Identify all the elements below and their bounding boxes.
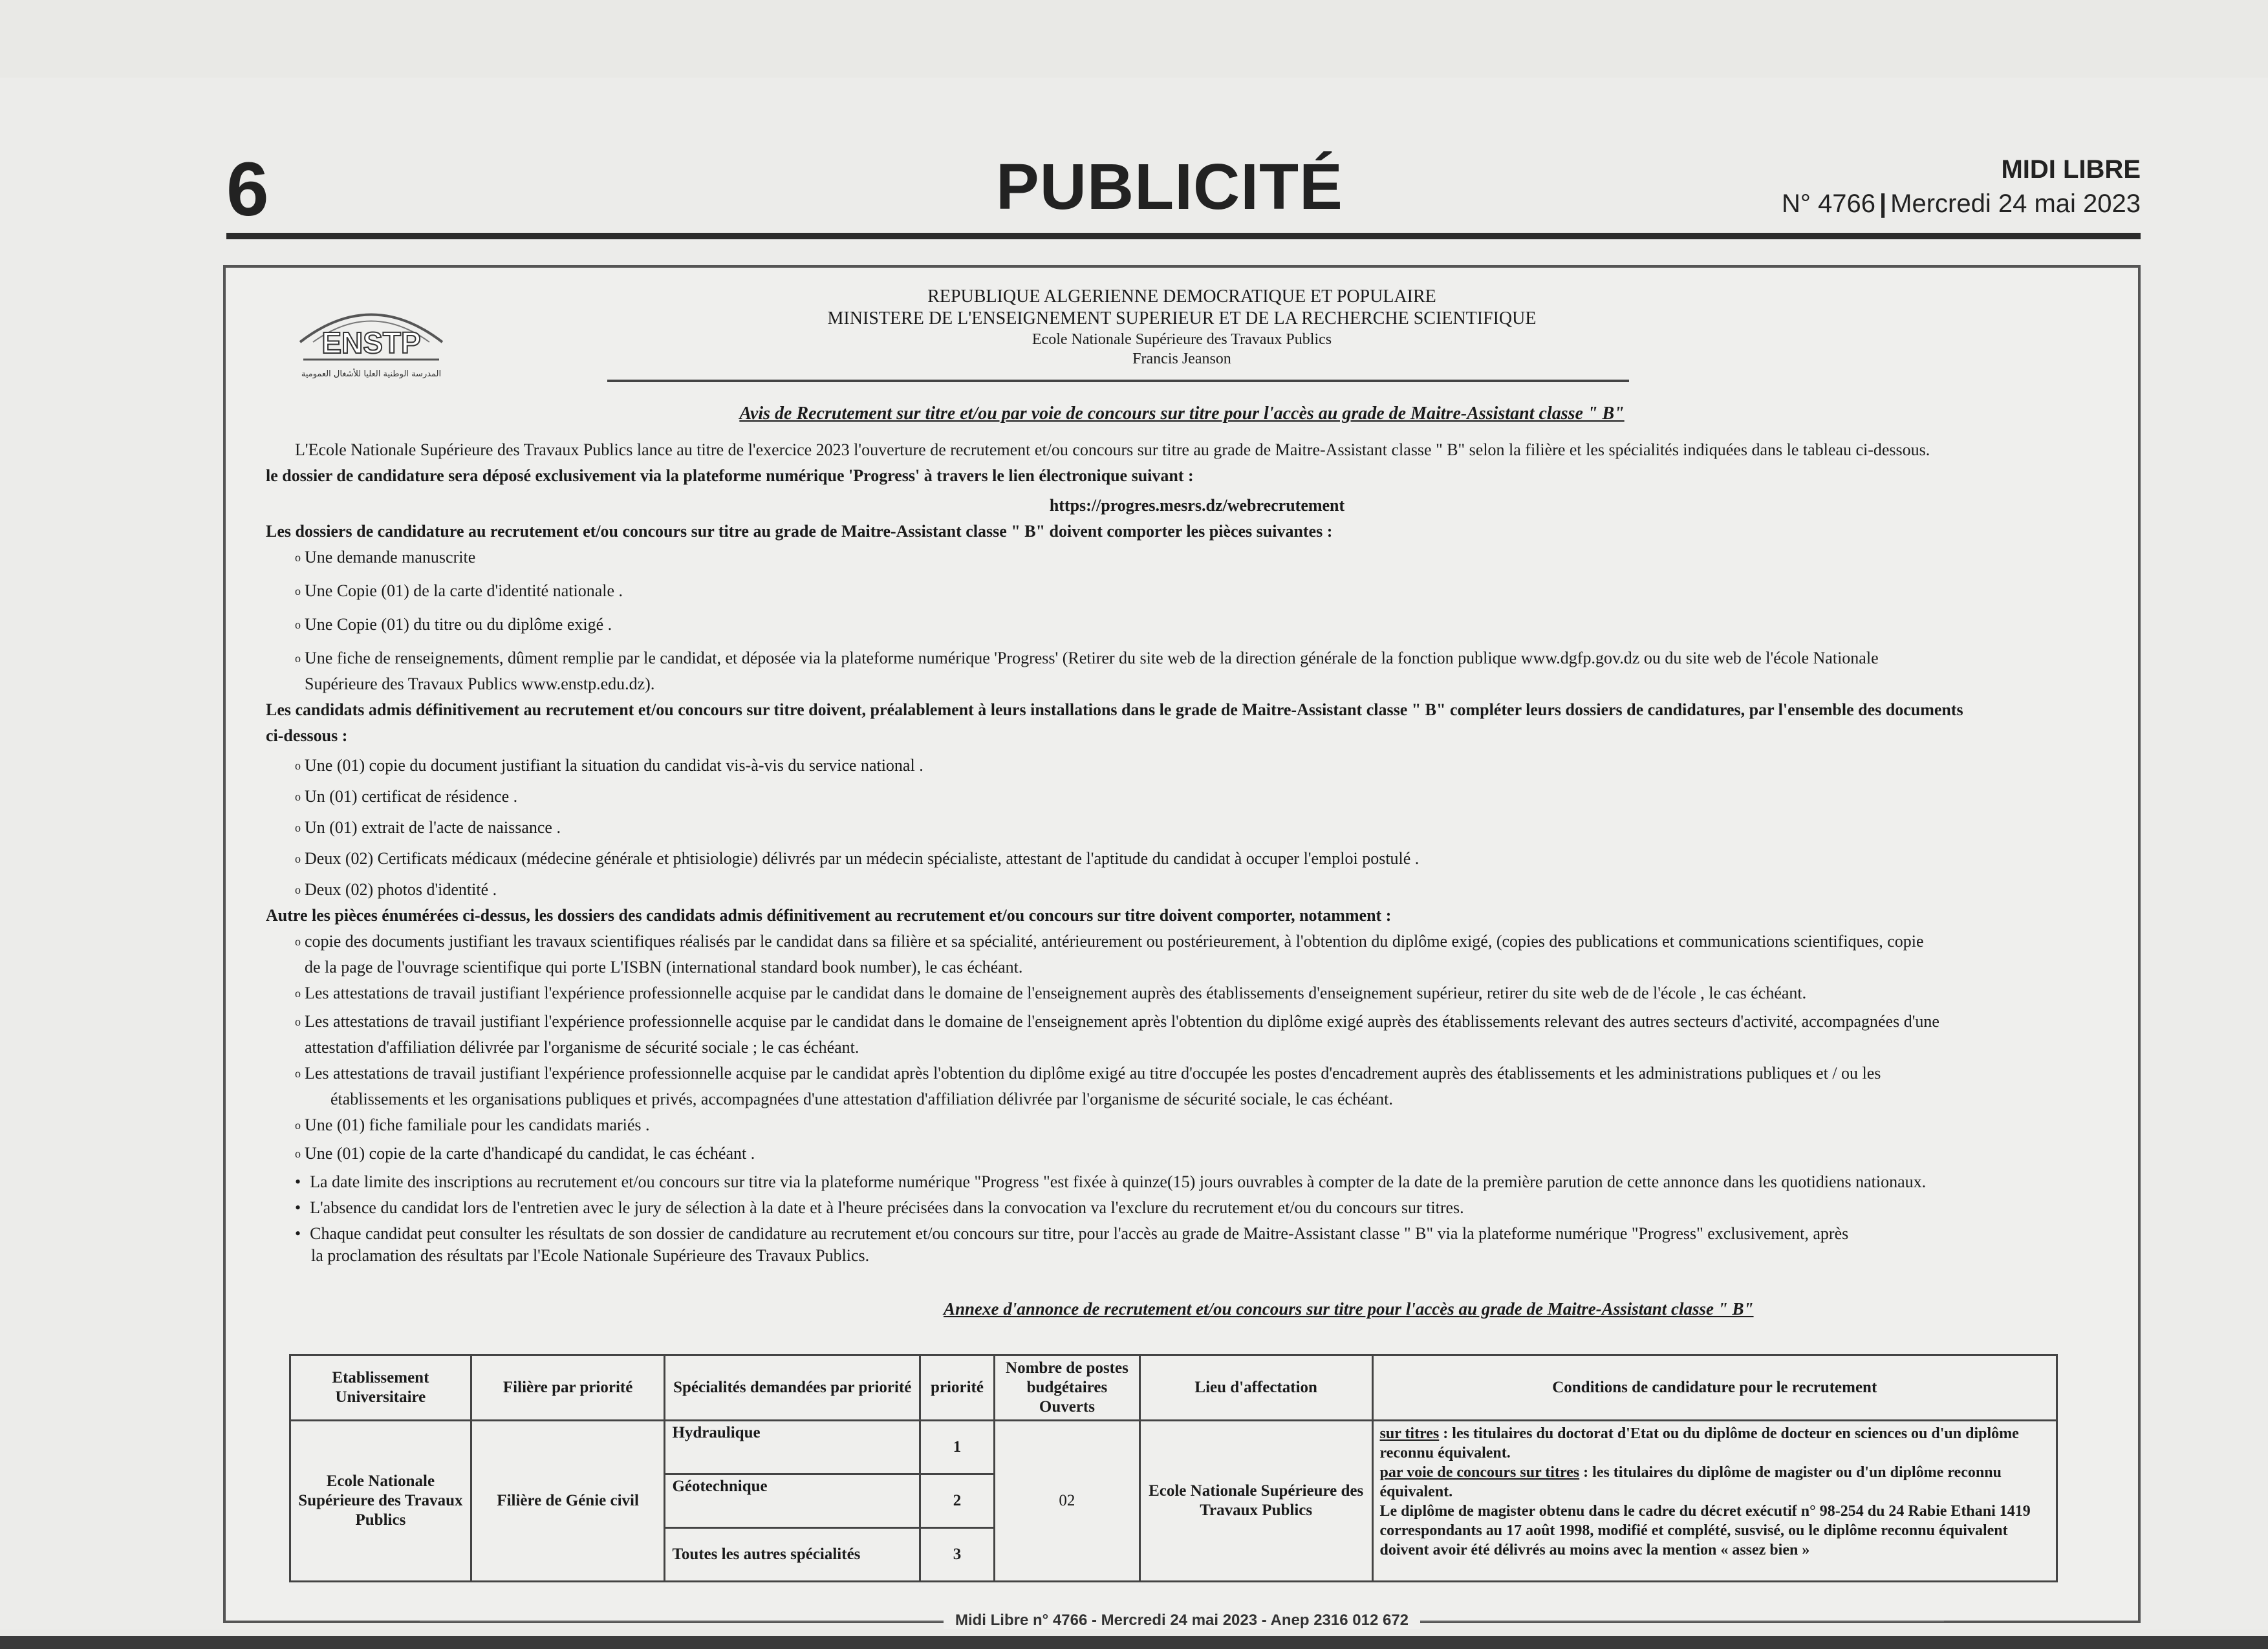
school-subname: Francis Jeanson — [1132, 350, 1231, 367]
footer — [226, 1611, 2138, 1630]
column-header: Nombre de postes budgétaires Ouverts — [995, 1355, 1140, 1421]
separator: | — [1879, 189, 1887, 218]
platform-link[interactable]: https://progres.mesrs.dz/webrecrutement — [1049, 496, 1345, 515]
list-item: $^o$ Une Copie (01) de la carte d'identité nationale . — [295, 581, 623, 600]
list-item: $^o$ Deux (02) Certificats médicaux (médecine générale et phtisiologie) délivrés par un médecin spécialiste, attestant de l'aptitude du candidat à occuper l'emploi postulé . — [295, 849, 1420, 868]
table-row — [290, 1421, 2057, 1474]
list-item: $^o$ Une fiche de renseignements, dûment remplie par le candidat, et déposée via la plateforme numérique 'Progress' (Retirer du site web de la direction générale de la fonction publique www.dgfp.gov.dz ou du site web de l'école Nationale — [295, 649, 1879, 667]
priority-cell: 1 — [920, 1421, 995, 1474]
list-item: $^o$ Une (01) copie du document justifiant la situation du candidat vis-à-vis du service national . — [295, 756, 923, 775]
required-documents-title: Les dossiers de candidature au recrutement et/ou concours sur titre au grade de Maitre-Assistant classe " B" doivent comporter les pièces suivantes : — [266, 522, 1333, 541]
column-header: Lieu d'affectation — [1139, 1355, 1372, 1421]
list-item: $^o$ Les attestations de travail justifiant l'expérience professionnelle acquise par le candidat après l'obtention du diplôme exigé au titre d'occupée les postes d'encadrement auprès des établissements et les administrations publiques et / ou les — [295, 1064, 1881, 1083]
list-item: $^o$ Les attestations de travail justifiant l'expérience professionnelle acquise par le candidat dans le domaine de l'enseignement après l'obtention du diplôme exigé auprès des établissements relevant des autres secteurs d'activité, accompagnées d'une — [295, 1012, 1939, 1031]
section-title: PUBLICITÉ — [996, 151, 1343, 223]
announcement-body — [266, 437, 2128, 1269]
recruitment-announcement — [223, 265, 2141, 1629]
note-item: • La date limite des inscriptions au recrutement et/ou concours sur titre via la plateforme numérique "Progress "est fixée à quinze(15) jours ouvrables à compter de la date de la première parution de cette annonce dans les quotidiens nationaux. — [295, 1172, 1927, 1191]
header-divider — [607, 380, 1629, 382]
column-header: priorité — [920, 1355, 995, 1421]
admitted-candidates-title-cont: ci-dessous : — [266, 726, 348, 745]
logo-text: ENSTP — [321, 326, 421, 360]
list-item: $^o$ Un (01) extrait de l'acte de naissance . — [295, 818, 561, 837]
field-cell: Filière de Génie civil — [471, 1421, 665, 1582]
annex-title: Annexe d'annonce de recrutement et/ou concours sur titre pour l'accès au grade de Maitre-Assistant classe " B" — [944, 1299, 1754, 1319]
issue-line — [1782, 189, 2141, 219]
announcement-title: Avis de Recrutement sur titre et/ou par voie de concours sur titre pour l'accès au grade de Maitre-Assistant classe " B" — [739, 404, 1625, 424]
list-item-continuation: établissements et les organisations publiques et privés, accompagnées d'une attestation d'affiliation délivrée par l'organisme de sécurité sociale, le cas échéant. — [330, 1090, 1393, 1108]
specialty-cell: Géotechnique — [665, 1474, 920, 1528]
column-header: Etablissement Universitaire — [290, 1355, 471, 1421]
condition-magister: Le diplôme de magister obtenu dans le cadre du décret exécutif n° 98-254 du 24 Rabie Ethani 1419 correspondants au 17 août 1998, modifié et complété, susvisé, ou le diplôme reconnu équivalent doivent avoir été délivrés au moins avec la mention « assez bien » — [1379, 1503, 2031, 1558]
list-item-continuation: de la page de l'ouvrage scientifique qui porte L'ISBN (international standard book number), le cas échéant. — [305, 958, 1023, 976]
list-item: $^o$ Une (01) fiche familiale pour les candidats mariés . — [295, 1116, 650, 1134]
header-rule — [226, 233, 2141, 239]
intro-paragraph: L'Ecole Nationale Supérieure des Travaux Publics lance au titre de l'exercice 2023 l'ouverture de recrutement et/ou concours sur titre au grade de Maitre-Assistant classe " B" selon la filière et les spécialités indiquées dans le tableau ci-dessous. — [295, 440, 1930, 459]
list-item: $^o$ Une demande manuscrite — [295, 548, 476, 566]
government-header — [226, 286, 2138, 369]
list-item-continuation: attestation d'affiliation délivrée par l'organisme de sécurité sociale ; le cas échéant. — [305, 1038, 859, 1057]
submission-paragraph: le dossier de candidature sera déposé exclusivement via la plateforme numérique 'Progress' à travers le lien électronique suivant : — [266, 466, 1194, 485]
condition-concours: par voie de concours sur titres : les titulaires du diplôme de magister ou d'un diplôme reconnu équivalent. — [1379, 1464, 2002, 1500]
list-item: $^o$ Les attestations de travail justifiant l'expérience professionnelle acquise par le candidat dans le domaine de l'enseignement auprès des établissements d'enseignement supérieur, retirer du site web de de l'école , le cas échéant. — [295, 984, 1807, 1002]
page-number: 6 — [226, 147, 269, 232]
column-header: Conditions de candidature pour le recrutement — [1372, 1355, 2057, 1421]
institution-cell: Ecole Nationale Supérieure des Travaux Publics — [290, 1421, 471, 1582]
column-header: Filière par priorité — [471, 1355, 665, 1421]
specialty-cell: Hydraulique — [665, 1421, 920, 1474]
list-item: $^o$ copie des documents justifiant les travaux scientifiques réalisés par le candidat dans sa filière et sa spécialité, antérieurement ou postérieurement, à l'obtention du diplôme exigé, (copies des publications et communications scientifiques, copie — [295, 932, 1924, 951]
issue-date: Mercredi 24 mai 2023 — [1890, 189, 2141, 218]
admitted-candidates-title: Les candidats admis définitivement au recrutement et/ou concours sur titre doivent, préalablement à leurs installations dans le grade de Maitre-Assistant classe " B" compléter leurs dossiers de candidatures, par l'ensemble des documents — [266, 700, 1963, 719]
note-item: • Chaque candidat peut consulter les résultats de son dossier de candidature au recrutement et/ou concours sur titre, pour l'accès au grade de Maitre-Assistant classe " B" via la plateforme numérique "Progress" exclusivement, après — [295, 1224, 1849, 1243]
assignment-location-cell: Ecole Nationale Supérieure des Travaux Publics — [1139, 1421, 1372, 1582]
scan-edge — [0, 1636, 2268, 1649]
priority-cell: 3 — [920, 1528, 995, 1582]
issue-number: N° 4766 — [1781, 189, 1875, 218]
newspaper-name: MIDI LIBRE — [2001, 155, 2141, 184]
recruitment-table — [289, 1354, 2058, 1582]
masthead — [1782, 155, 2141, 219]
logo-arabic-text: المدرسة الوطنية العليا للأشغال العمومية — [301, 369, 442, 379]
list-item: $^o$ Un (01) certificat de résidence . — [295, 787, 518, 806]
positions-cell: 02 — [995, 1421, 1140, 1582]
republic-line: REPUBLIQUE ALGERIENNE DEMOCRATIQUE ET POPULAIRE — [927, 286, 1436, 307]
condition-titles: sur titres : les titulaires du doctorat d'Etat ou du diplôme de docteur en sciences ou d'un diplôme reconnu équivalent. — [1379, 1425, 2019, 1461]
ministry-line: MINISTERE DE L'ENSEIGNEMENT SUPERIEUR ET DE LA RECHERCHE SCIENTIFIQUE — [827, 308, 1537, 329]
column-header: Spécialités demandées par priorité — [665, 1355, 920, 1421]
priority-cell: 2 — [920, 1474, 995, 1528]
conditions-cell — [1372, 1421, 2057, 1582]
table-header-row — [290, 1355, 2057, 1421]
school-line: Ecole Nationale Supérieure des Travaux Publics — [1031, 331, 1332, 348]
list-item: $^o$ Deux (02) photos d'identité . — [295, 880, 497, 899]
list-item: $^o$ Une (01) copie de la carte d'handicapé du candidat, le cas échéant . — [295, 1144, 755, 1163]
specialty-cell: Toutes les autres spécialités — [665, 1528, 920, 1582]
list-item: $^o$ Une Copie (01) du titre ou du diplôme exigé . — [295, 615, 612, 634]
other-documents-title: Autre les pièces énumérées ci-dessus, les dossiers des candidats admis définitivement au recrutement et/ou concours sur titre doivent comporter, notamment : — [266, 906, 1392, 925]
note-item-continuation: la proclamation des résultats par l'Ecole Nationale Supérieure des Travaux Publics. — [311, 1246, 870, 1265]
list-item-continuation: Supérieure des Travaux Publics www.enstp.edu.dz). — [305, 674, 655, 693]
note-item: • L'absence du candidat lors de l'entretien avec le jury de sélection à la date et à l'heure précisées dans la convocation va l'exclure du recrutement et/ou du concours sur titres. — [295, 1198, 1464, 1217]
footer-text: Midi Libre n° 4766 - Mercredi 24 mai 2023 - Anep 2316 012 672 — [944, 1611, 1420, 1629]
